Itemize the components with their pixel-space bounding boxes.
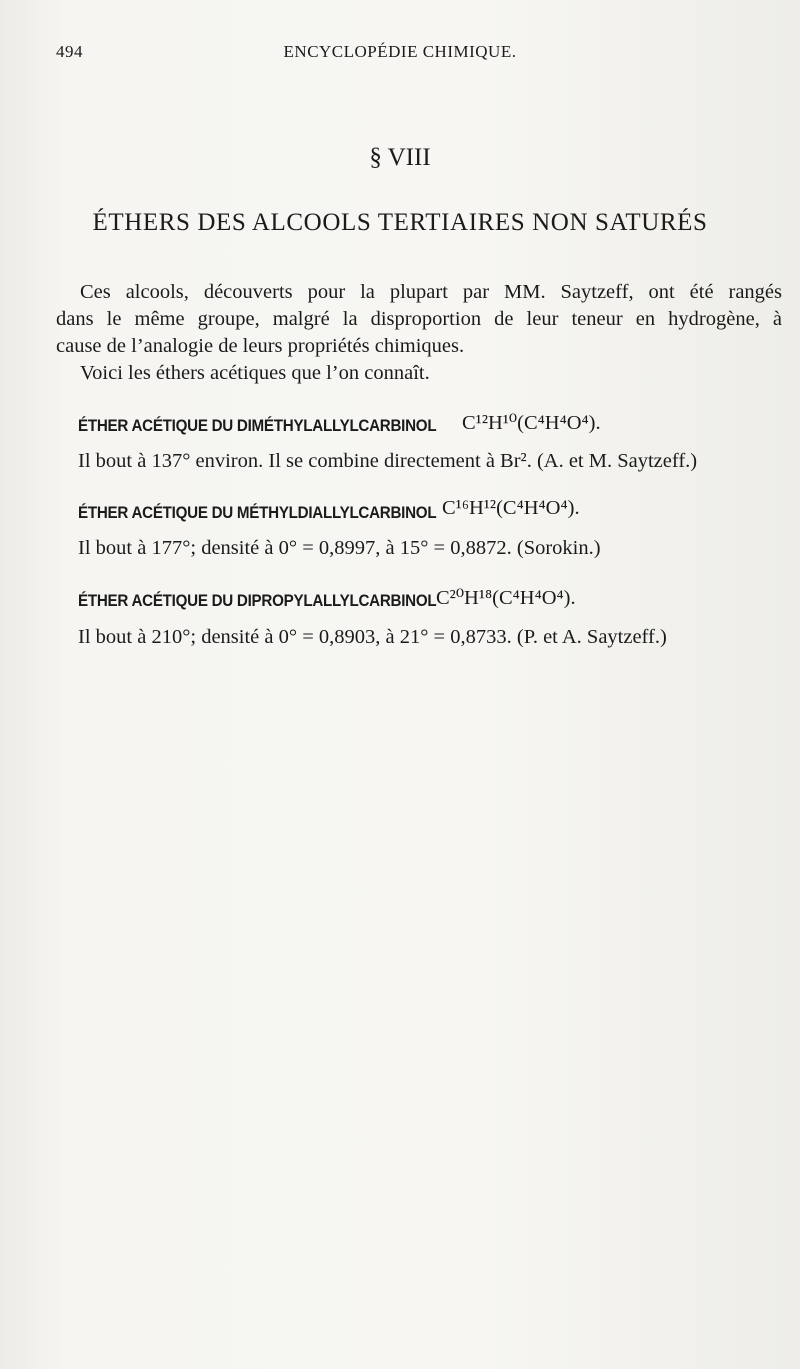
intro-line: dans le même groupe, malgré la disproportion de leur teneur en hydrogène, à bbox=[56, 308, 782, 330]
entry-formula: C²⁰H¹⁸(C⁴H⁴O⁴). bbox=[436, 587, 576, 609]
entry-text: Il bout à 210°; densité à 0° = 0,8903, à 21° = 0,8733. (P. et A. Saytzeff.) bbox=[78, 626, 667, 648]
intro-line: Ces alcools, découverts pour la plupart par MM. Saytzeff, ont été rangés bbox=[80, 281, 782, 303]
entry-text: Il bout à 177°; densité à 0° = 0,8997, à 15° = 0,8872. (Sorokin.) bbox=[78, 537, 601, 559]
intro-paragraph bbox=[56, 279, 782, 360]
section-title: ÉTHERS DES ALCOOLS TERTIAIRES NON SATURÉS bbox=[92, 209, 708, 236]
page-number: 494 bbox=[56, 42, 83, 61]
running-title: ENCYCLOPÉDIE CHIMIQUE. bbox=[283, 42, 517, 61]
intro-line: cause de l’analogie de leurs propriétés chimiques. bbox=[56, 335, 465, 357]
entry-heading: ÉTHER ACÉTIQUE DU DIPROPYLALLYLCARBINOL bbox=[78, 592, 437, 610]
intro-lead: Voici les éthers acétiques que l’on connaît. bbox=[80, 362, 430, 384]
section-number: § VIII bbox=[369, 144, 431, 171]
entry-formula: C¹²H¹⁰(C⁴H⁴O⁴). bbox=[462, 412, 601, 434]
page-header bbox=[56, 42, 744, 72]
entry-heading: ÉTHER ACÉTIQUE DU MÉTHYLDIALLYLCARBINOL bbox=[78, 504, 437, 522]
entry-text: Il bout à 137° environ. Il se combine directement à Br². (A. et M. Saytzeff.) bbox=[78, 450, 698, 472]
entry-heading: ÉTHER ACÉTIQUE DU DIMÉTHYLALLYLCARBINOL bbox=[78, 417, 437, 435]
entry-formula: C¹⁶H¹²(C⁴H⁴O⁴). bbox=[442, 497, 580, 519]
